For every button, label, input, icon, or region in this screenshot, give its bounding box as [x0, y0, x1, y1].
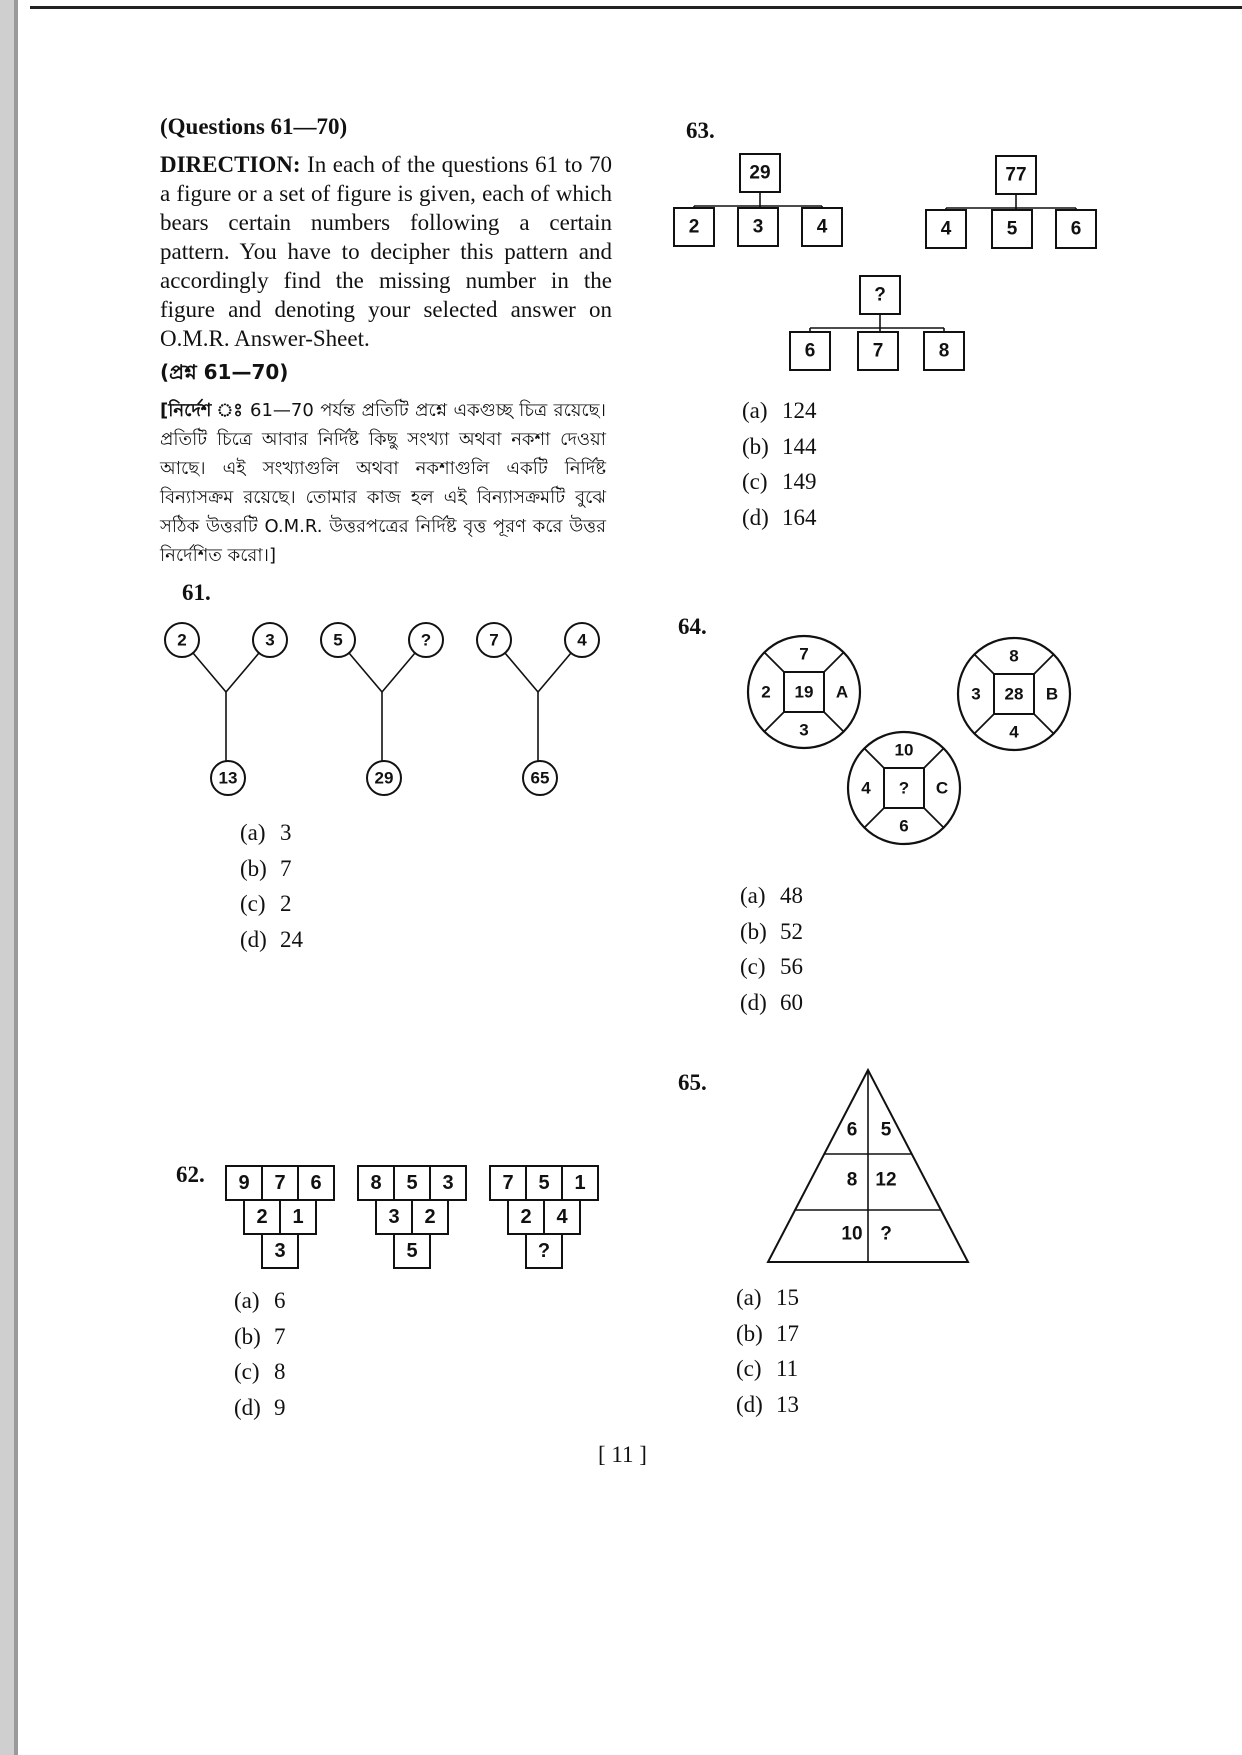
bengali-direction-text: 61—70 পর্যন্ত প্রতিটি প্রশ্নে একগুচ্ছ চিত্র রয়েছে। প্রতিটি চিত্রে আবার নির্দিষ্ট কিছু সংখ্যা অথবা নকশা দেওয়া আছে। এই সংখ্যাগুলি অথবা নকশাগুলি একটি নির্দিষ্ট বিন্যাসক্রম রয়েছে। তোমার কাজ হল এই বিন্যাসক্রমটি বুঝে সঠিক উত্তরটি O.M.R. উত্তরপত্রের নির্দিষ্ট বৃত্ত পূরণ করে উত্তর নির্দেশিত করো।]	[160, 400, 606, 566]
bottom-node-text: 65	[530, 768, 550, 788]
option-d[interactable]: (d) 9	[234, 1394, 286, 1420]
right-node-text: 3	[265, 630, 275, 650]
option-d[interactable]: (d) 60	[740, 989, 803, 1015]
option-a[interactable]: (a) 124	[742, 398, 817, 423]
option-b[interactable]: (b) 144	[742, 433, 817, 459]
wheel-3-center: ?	[898, 778, 910, 798]
wheel-3-top: 10	[894, 740, 914, 760]
left-node-text: 7	[489, 630, 499, 650]
option-b[interactable]: (b) 7	[234, 1323, 286, 1349]
middle-cell-text: 1	[292, 1206, 304, 1228]
question-65-number: 65.	[678, 1070, 707, 1095]
option-d[interactable]: (d) 13	[736, 1391, 799, 1417]
option-c[interactable]: (c) 56	[740, 954, 803, 979]
top-cell-text: 7	[274, 1172, 286, 1194]
triangle-right-value: 5	[880, 1119, 892, 1141]
option-a[interactable]: (a) 15	[736, 1285, 799, 1310]
direction-paragraph	[160, 150, 612, 353]
option-d[interactable]: (d) 164	[742, 504, 817, 530]
bengali-direction	[160, 396, 606, 570]
triangle-left-value: 10	[841, 1223, 863, 1245]
top-rule	[30, 6, 1242, 9]
option-a[interactable]: (a) 3	[240, 820, 292, 845]
top-cell-text: 8	[370, 1172, 382, 1194]
bottom-cell-text: ?	[537, 1240, 551, 1262]
middle-cell-text: 2	[520, 1206, 532, 1228]
triangle-right-value: 12	[875, 1169, 897, 1191]
question-61-figure	[150, 610, 610, 800]
tree-2-child-text: 4	[940, 218, 952, 240]
bottom-cell-text: 5	[406, 1240, 418, 1262]
wheel-1-left: 2	[761, 682, 771, 702]
direction-text: In each of the questions 61 to 70 a figure or a set of figure is given, each of which bears certain numbers following a certain pattern. You have to decipher this pattern and accordingly find the missing number in the figure and denoting your selected answer on O.M.R. Answer-Sheet.	[160, 152, 612, 351]
top-cell-text: 5	[406, 1172, 418, 1194]
tree-1-child-text: 4	[816, 216, 828, 238]
option-b[interactable]: (b) 52	[740, 918, 803, 944]
tree-1-child-text: 3	[752, 216, 764, 238]
tree-2-child-text: 5	[1006, 218, 1018, 240]
wheel-2-center: 28	[1004, 684, 1024, 704]
option-b[interactable]: (b) 7	[240, 855, 292, 881]
question-61-options	[240, 815, 303, 957]
question-63-number: 63.	[686, 118, 715, 143]
wheel-2-bottom: 4	[1009, 722, 1019, 742]
section-title: (Questions 61—70)	[160, 114, 348, 139]
left-node-text: 5	[333, 630, 343, 650]
option-c[interactable]: (c) 11	[736, 1356, 799, 1381]
wheel-3-right: C	[935, 778, 949, 798]
wheel-1-bottom: 3	[799, 720, 809, 740]
wheel-2-left: 3	[971, 684, 981, 704]
bengali-direction-label: [নির্দেশ ঃ	[160, 400, 244, 421]
option-d[interactable]: (d) 24	[240, 926, 303, 952]
option-c[interactable]: (c) 2	[240, 891, 292, 916]
middle-cell-text: 3	[388, 1206, 400, 1228]
tree-3-child-text: 6	[804, 340, 816, 362]
wheel-1-center: 19	[794, 682, 814, 702]
tree-2-child-text: 6	[1070, 218, 1082, 240]
question-62-number: 62.	[176, 1162, 205, 1187]
tree-2-top-text: 77	[1005, 164, 1027, 186]
tree-3-top-text: ?	[874, 284, 886, 306]
top-cell-text: 9	[238, 1172, 250, 1194]
triangle-left-value: 8	[846, 1169, 858, 1191]
triangle-left-value: 6	[846, 1119, 858, 1141]
scan-edge	[0, 0, 14, 1755]
triangle-right-value: ?	[880, 1223, 892, 1245]
right-node-text: ?	[420, 630, 432, 650]
bengali-title: (প্রশ্ন 61—70)	[160, 360, 289, 384]
middle-cell-text: 4	[556, 1206, 568, 1228]
question-62-figure	[220, 1160, 610, 1285]
wheel-2-top: 8	[1009, 646, 1019, 666]
wheel-3-bottom: 6	[899, 816, 909, 836]
question-63-figure	[670, 148, 1120, 378]
option-a[interactable]: (a) 48	[740, 883, 803, 908]
question-64-options	[740, 878, 803, 1020]
question-64-number: 64.	[678, 614, 707, 639]
wheel-1-right: A	[835, 682, 849, 702]
top-cell-text: 7	[502, 1172, 514, 1194]
top-cell-text: 5	[538, 1172, 550, 1194]
tree-1-child-text: 2	[688, 216, 700, 238]
right-node-text: 4	[577, 630, 587, 650]
middle-cell-text: 2	[424, 1206, 436, 1228]
question-63-options	[742, 393, 817, 535]
wheel-1-top: 7	[799, 644, 809, 664]
top-cell-text: 6	[310, 1172, 322, 1194]
bottom-node-text: 13	[218, 768, 238, 788]
option-b[interactable]: (b) 17	[736, 1320, 799, 1346]
tree-3-child-text: 7	[872, 340, 884, 362]
option-c[interactable]: (c) 149	[742, 469, 817, 494]
left-node-text: 2	[177, 630, 187, 650]
top-cell-text: 3	[442, 1172, 454, 1194]
page-number: [ 11 ]	[598, 1442, 647, 1467]
option-a[interactable]: (a) 6	[234, 1288, 286, 1313]
option-c[interactable]: (c) 8	[234, 1359, 286, 1384]
direction-label: DIRECTION:	[160, 152, 301, 177]
bottom-cell-text: 3	[274, 1240, 286, 1262]
middle-cell-text: 2	[256, 1206, 268, 1228]
tree-3-child-text: 8	[938, 340, 950, 362]
wheel-2-right: B	[1045, 684, 1059, 704]
question-65-figure	[760, 1062, 980, 1272]
question-65-options	[736, 1280, 799, 1422]
scan-edge-shadow	[14, 0, 18, 1755]
question-62-options	[234, 1283, 286, 1425]
tree-1-top-text: 29	[749, 162, 771, 184]
bottom-node-text: 29	[374, 768, 394, 788]
top-cell-text: 1	[574, 1172, 586, 1194]
question-61-number: 61.	[182, 580, 211, 605]
wheel-3-left: 4	[861, 778, 871, 798]
question-64-figure	[740, 630, 1080, 850]
